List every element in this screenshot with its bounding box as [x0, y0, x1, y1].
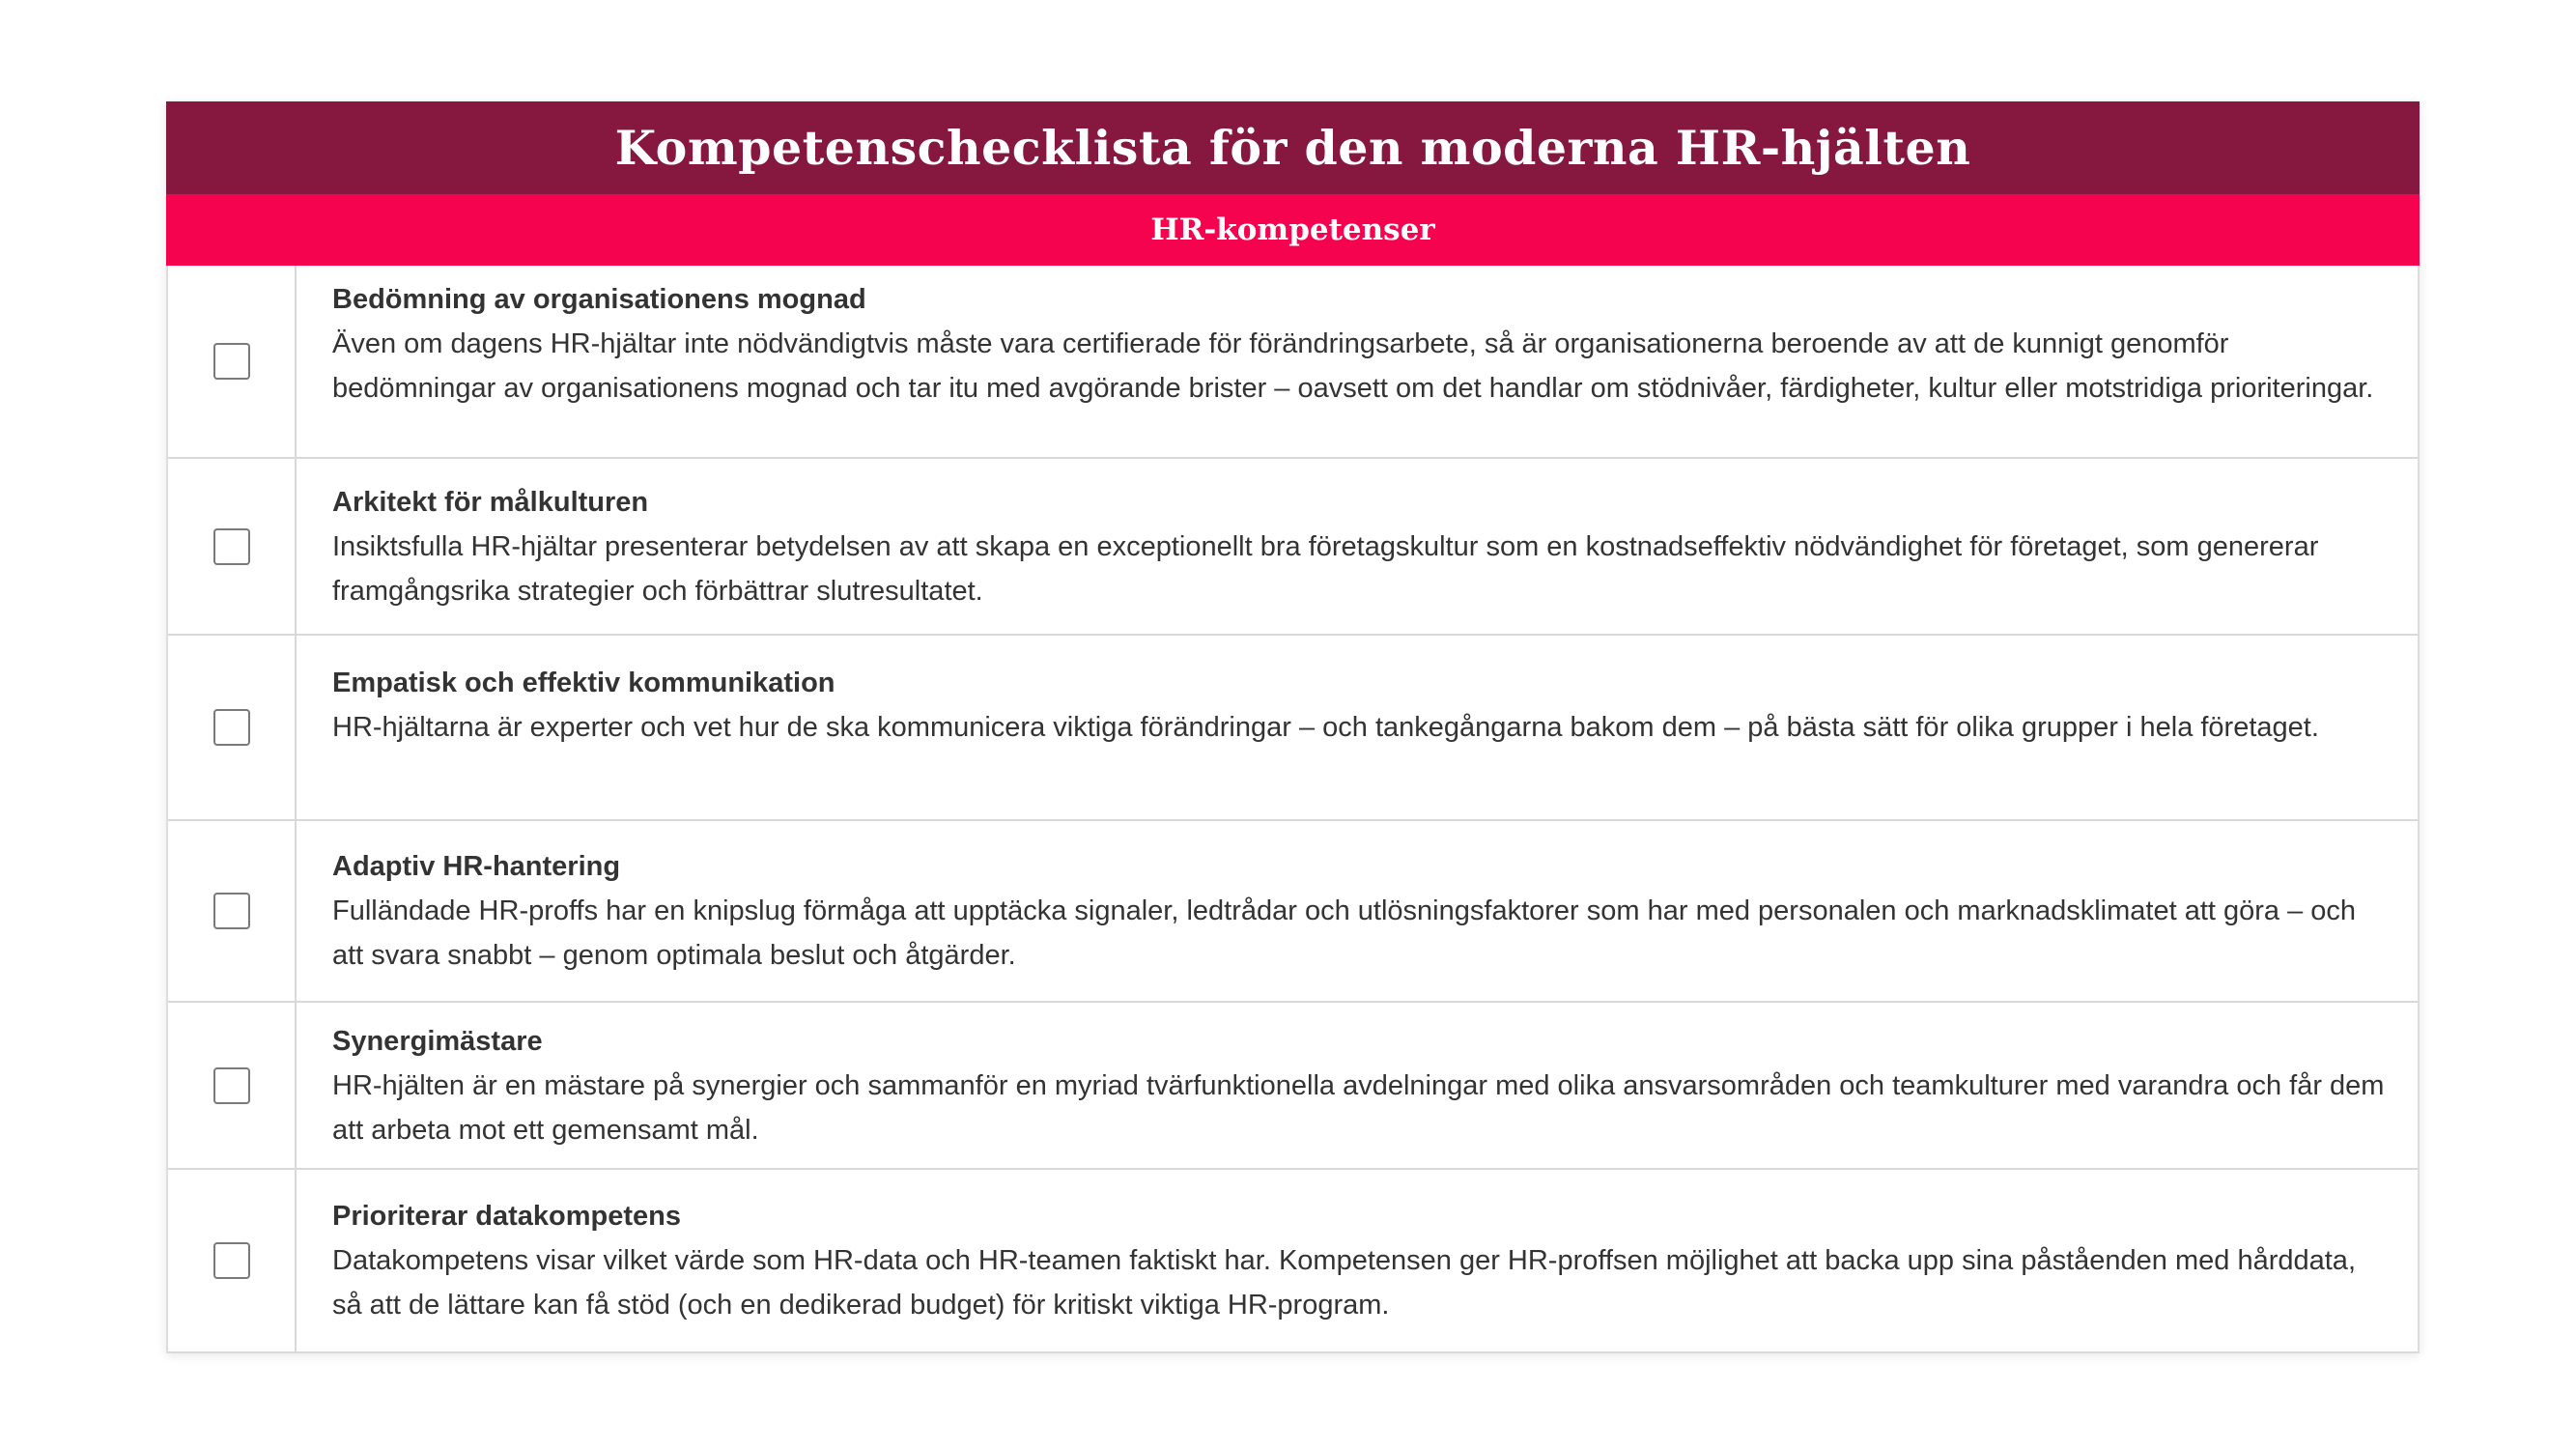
item-title: Bedömning av organisationens mognad	[332, 284, 866, 315]
item-title: Adaptiv HR-hantering	[332, 851, 621, 882]
item-title: Prioriterar datakompetens	[332, 1201, 682, 1232]
section-header: HR-kompetenser	[166, 194, 2420, 266]
item-description: HR-hjältarna är experter och vet hur de ska kommunicera viktiga förändringar – och tankegångarna bakom dem – på bästa sätt för olika grupper i hela företaget.	[332, 712, 2319, 743]
checkbox[interactable]	[213, 893, 250, 929]
item-title: Synergimästare	[332, 1026, 543, 1057]
checkbox[interactable]	[213, 528, 250, 565]
item-description: Insiktsfulla HR-hjältar presenterar betydelsen av att skapa en exceptionellt bra företagskultur som en kostnadseffektiv nödvändighet för företaget, som genererar framgångsrika strategier och förbättrar slutresultatet.	[332, 531, 2319, 607]
item-title: Arkitekt för målkulturen	[332, 487, 649, 518]
checklist-row	[168, 636, 2418, 821]
checkbox-cell	[168, 459, 297, 634]
checkbox-cell	[168, 1003, 297, 1168]
checklist-row	[168, 821, 2418, 1003]
checkbox[interactable]	[213, 343, 250, 380]
item-description: Datakompetens visar vilket värde som HR-data och HR-teamen faktiskt har. Kompetensen ger HR-proffsen möjlighet att backa upp sina påståenden med hårddata, så att de lättare kan få stöd (och en dedikerad budget) för kritiskt viktiga HR-program.	[332, 1245, 2356, 1321]
item-text	[297, 821, 2418, 1001]
checklist-row	[168, 459, 2418, 636]
checklist-row	[168, 266, 2418, 459]
checklist-row	[168, 1170, 2418, 1353]
checkbox-cell	[168, 1170, 297, 1351]
checkbox[interactable]	[213, 1067, 250, 1104]
item-text	[297, 266, 2418, 457]
item-text	[297, 459, 2418, 634]
item-text	[297, 1003, 2418, 1168]
page-title: Kompetenschecklista för den moderna HR-hjälten	[166, 101, 2420, 194]
checklist-row	[168, 1003, 2418, 1170]
item-text	[297, 1170, 2418, 1351]
item-description: HR-hjälten är en mästare på synergier och sammanför en myriad tvärfunktionella avdelningar med olika ansvarsområden och teamkulturer med varandra och får dem att arbeta mot ett gemensamt mål.	[332, 1070, 2385, 1146]
checkbox-cell	[168, 266, 297, 457]
checkbox[interactable]	[213, 709, 250, 746]
checklist-card	[166, 101, 2420, 1353]
checklist-table	[166, 266, 2420, 1353]
checkbox[interactable]	[213, 1242, 250, 1279]
checkbox-cell	[168, 821, 297, 1001]
item-description: Även om dagens HR-hjältar inte nödvändigtvis måste vara certifierade för förändringsarbete, så är organisationerna beroende av att de kunnigt genomför bedömningar av organisationens mognad och tar itu med avgörande brister – oavsett om det handlar om stödnivåer, färdigheter, kultur eller motstridiga prioriteringar.	[332, 328, 2374, 404]
item-title: Empatisk och effektiv kommunikation	[332, 668, 835, 698]
checkbox-cell	[168, 636, 297, 819]
item-text	[297, 636, 2418, 819]
item-description: Fulländade HR-proffs har en knipslug förmåga att upptäcka signaler, ledtrådar och utlösningsfaktorer som har med personalen och marknadsklimatet att göra – och att svara snabbt – genom optimala beslut och åtgärder.	[332, 895, 2357, 971]
